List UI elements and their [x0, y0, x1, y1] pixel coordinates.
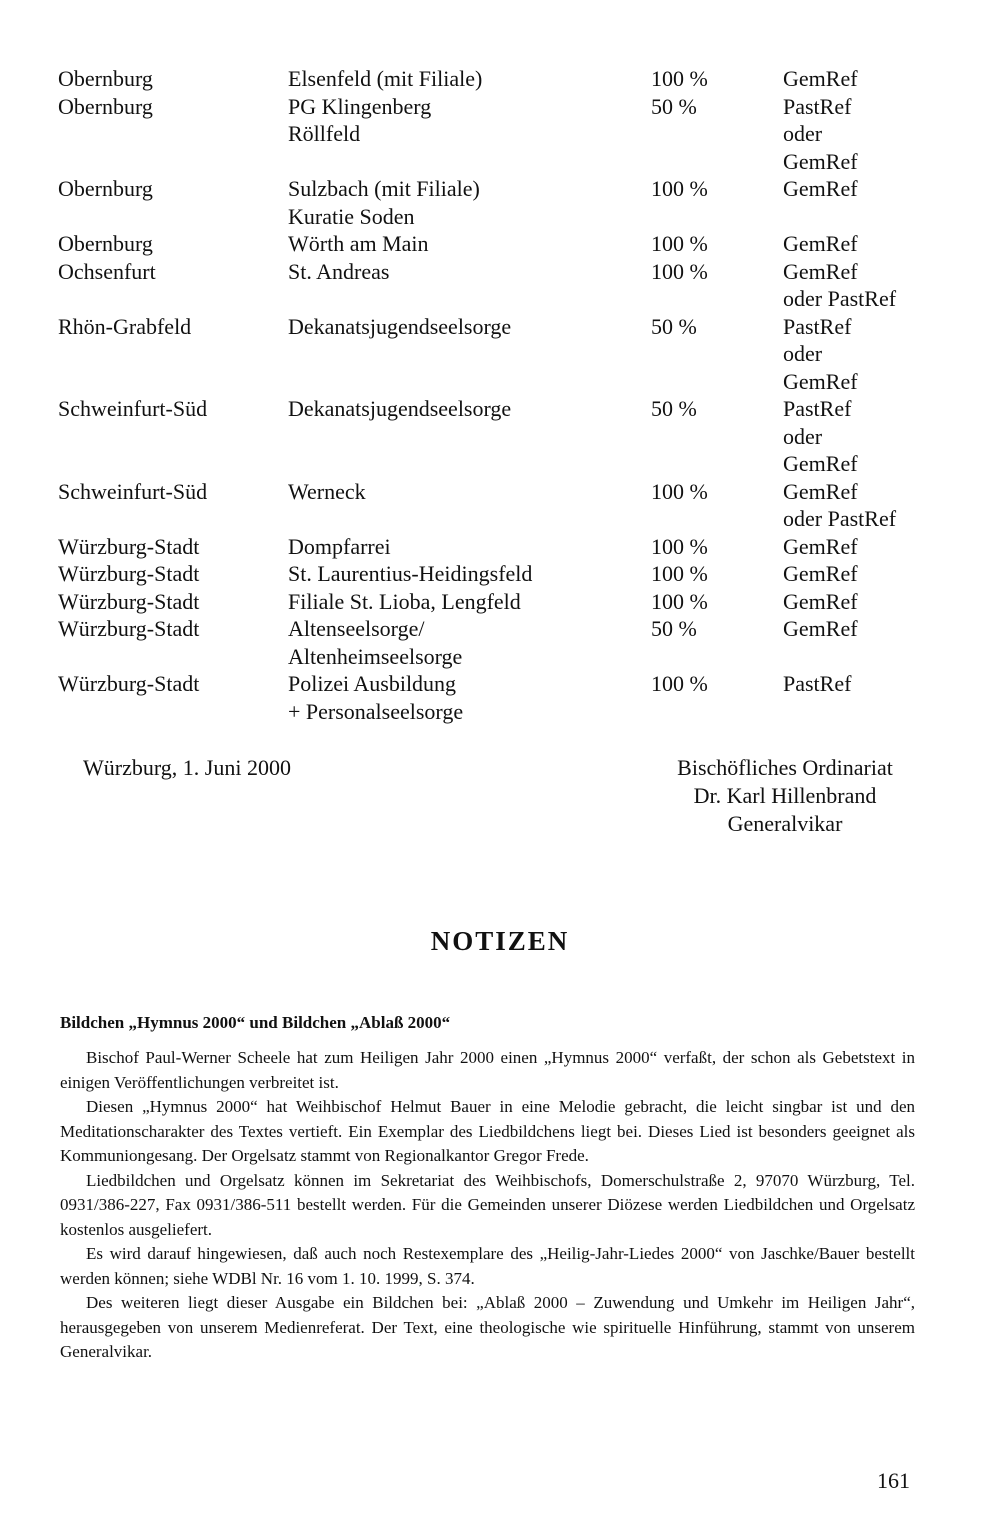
cell-art: [783, 478, 896, 533]
cell-dekanat: [58, 258, 156, 286]
cell-line: GemRef: [783, 148, 858, 174]
cell-line: GemRef: [783, 66, 858, 91]
cell-line: St. Laurentius-Heidingsfeld: [288, 561, 533, 586]
cell-stelle: [288, 395, 511, 423]
article-body: [60, 1046, 915, 1365]
cell-line: 100 %: [651, 176, 708, 201]
cell-stelle: [288, 615, 462, 670]
cell-line: oder: [783, 341, 823, 366]
section-heading: NOTIZEN: [430, 926, 570, 956]
cell-line: Polizei Ausbildung: [288, 671, 457, 696]
signature-block: [635, 754, 935, 838]
cell-line: 100 %: [651, 258, 708, 284]
cell-umfang: [651, 93, 697, 121]
cell-dekanat: [58, 395, 207, 423]
cell-line: oder PastRef: [783, 506, 897, 531]
place-date: Würzburg, 1. Juni 2000: [83, 755, 291, 780]
cell-line: Ochsenfurt: [58, 258, 156, 284]
paragraph: Bischof Paul-Werner Scheele hat zum Heiligen Jahr 2000 einen „Hymnus 2000“ verfaßt, der schon als Gebetstext in einigen Veröffentlichungen verbreitet ist.: [60, 1048, 915, 1092]
cell-line: Schweinfurt-Süd: [58, 396, 208, 421]
cell-line: GemRef: [783, 451, 858, 476]
cell-art: [783, 615, 858, 643]
cell-dekanat: [58, 313, 191, 341]
cell-line: Würzburg-Stadt: [58, 616, 200, 641]
paragraph: Liedbildchen und Orgelsatz können im Sekretariat des Weihbischofs, Domerschulstraße 2, 97070 Würzburg, Tel. 0931/386-227, Fax 0931/386-511 bestellt werden. Für die Gemeinden unserer Diözese werden Liedbildchen und Orgelsatz kostenlos ausgeliefert.: [60, 1170, 915, 1239]
cell-line: Filiale St. Lioba, Lengfeld: [288, 588, 521, 614]
cell-art: [783, 560, 858, 588]
cell-umfang: [651, 258, 708, 286]
cell-dekanat: [58, 588, 199, 616]
cell-line: GemRef: [783, 616, 858, 641]
cell-line: 50 %: [651, 93, 697, 119]
paragraph: Diesen „Hymnus 2000“ hat Weihbischof Helmut Bauer in eine Melodie gebracht, die leicht singbar ist und den Meditationscharakter des Textes vertieft. Ein Exemplar des Liedbildchens liegt bei. Dieses Lied ist besonders geeignet als Kommuniongesang. Der Orgelsatz stammt von Regionalkantor Gregor Frede.: [60, 1097, 915, 1165]
cell-line: Würzburg-Stadt: [58, 561, 200, 586]
cell-dekanat: [58, 533, 199, 561]
cell-line: GemRef: [783, 176, 858, 201]
cell-stelle: [288, 533, 391, 561]
cell-line: Obernburg: [58, 66, 153, 91]
cell-line: oder: [783, 423, 823, 449]
cell-line: GemRef: [783, 368, 858, 394]
cell-art: [783, 65, 858, 93]
cell-umfang: [651, 588, 708, 616]
signature-title: Generalvikar: [727, 811, 843, 836]
cell-line: 100 %: [651, 478, 708, 504]
cell-line: GemRef: [783, 561, 858, 586]
cell-dekanat: [58, 560, 199, 588]
cell-dekanat: [58, 478, 207, 506]
cell-umfang: [651, 670, 708, 698]
cell-stelle: [288, 258, 389, 286]
cell-umfang: [651, 395, 697, 423]
cell-line: 100 %: [651, 66, 708, 91]
cell-dekanat: [58, 615, 199, 643]
cell-line: PastRef: [783, 671, 852, 696]
cell-line: Obernburg: [58, 231, 153, 256]
cell-line: Würzburg-Stadt: [58, 588, 200, 614]
cell-line: Dekanatsjugendseelsorge: [288, 313, 512, 339]
cell-stelle: [288, 560, 532, 588]
cell-dekanat: [58, 65, 153, 93]
cell-art: [783, 395, 858, 478]
cell-line: 50 %: [651, 396, 697, 421]
signature-office: Bischöfliches Ordinariat: [677, 755, 893, 780]
cell-line: Rhön-Grabfeld: [58, 313, 192, 339]
cell-line: oder: [783, 121, 823, 146]
cell-line: Sulzbach (mit Filiale): [288, 176, 480, 201]
cell-line: PastRef: [783, 396, 852, 421]
cell-art: [783, 93, 858, 176]
cell-dekanat: [58, 230, 153, 258]
cell-umfang: [651, 175, 708, 203]
cell-line: Dekanatsjugendseelsorge: [288, 396, 512, 421]
cell-line: Wörth am Main: [288, 231, 429, 256]
cell-art: [783, 313, 858, 396]
cell-stelle: [288, 588, 521, 616]
cell-umfang: [651, 313, 697, 341]
cell-stelle: [288, 175, 480, 230]
cell-line: 100 %: [651, 671, 708, 696]
cell-line: oder PastRef: [783, 286, 897, 311]
cell-umfang: [651, 533, 708, 561]
cell-line: Schweinfurt-Süd: [58, 478, 208, 504]
cell-art: [783, 230, 858, 258]
cell-line: PG Klingenberg: [288, 93, 432, 119]
cell-line: 100 %: [651, 231, 708, 256]
cell-art: [783, 175, 858, 203]
cell-line: Obernburg: [58, 176, 153, 201]
cell-line: Elsenfeld (mit Filiale): [288, 66, 483, 91]
cell-stelle: [288, 313, 511, 341]
cell-line: GemRef: [783, 231, 858, 256]
cell-line: PastRef: [783, 313, 852, 339]
cell-umfang: [651, 230, 708, 258]
page-number: 161: [877, 1468, 910, 1493]
cell-stelle: [288, 478, 366, 506]
paragraph: Des weiteren liegt dieser Ausgabe ein Bildchen bei: „Ablaß 2000 – Zuwendung und Umkehr im Heiligen Jahr“, herausgegeben von unserem Medienreferat. Der Text, eine theologische wie spirituelle Hinführung, stammt von unserem Generalvikar.: [60, 1293, 915, 1361]
cell-line: + Personalseelsorge: [288, 698, 464, 724]
cell-line: Werneck: [288, 478, 366, 504]
signature-name: Dr. Karl Hillenbrand: [693, 783, 877, 808]
cell-line: Altenseelsorge/: [288, 616, 425, 641]
cell-stelle: [288, 65, 482, 93]
cell-umfang: [651, 478, 708, 506]
cell-stelle: [288, 230, 429, 258]
cell-line: Würzburg-Stadt: [58, 671, 200, 696]
cell-art: [783, 258, 896, 313]
cell-line: 50 %: [651, 313, 697, 339]
cell-line: GemRef: [783, 478, 858, 504]
cell-line: Altenheimseelsorge: [288, 643, 463, 669]
cell-dekanat: [58, 670, 199, 698]
article-subheading: Bildchen „Hymnus 2000“ und Bildchen „Ablaß 2000“: [60, 1013, 451, 1032]
cell-umfang: [651, 615, 697, 643]
cell-line: 100 %: [651, 561, 708, 586]
cell-art: [783, 533, 858, 561]
cell-dekanat: [58, 93, 153, 121]
cell-line: Dompfarrei: [288, 533, 391, 559]
cell-stelle: [288, 670, 463, 725]
cell-line: GemRef: [783, 588, 858, 614]
cell-line: Röllfeld: [288, 121, 361, 146]
cell-line: Würzburg-Stadt: [58, 533, 200, 559]
cell-line: St. Andreas: [288, 258, 390, 284]
cell-line: GemRef: [783, 533, 858, 559]
cell-stelle: [288, 93, 431, 148]
cell-dekanat: [58, 175, 153, 203]
cell-line: 100 %: [651, 588, 708, 614]
cell-art: [783, 670, 851, 698]
cell-art: [783, 588, 858, 616]
cell-umfang: [651, 65, 708, 93]
cell-line: 50 %: [651, 616, 697, 641]
paragraph: Es wird darauf hingewiesen, daß auch noch Restexemplare des „Heilig-Jahr-Liedes 2000“ von Jaschke/Bauer bestellt werden können; siehe WDBl Nr. 16 vom 1. 10. 1999, S. 374.: [60, 1244, 915, 1288]
cell-line: Kuratie Soden: [288, 203, 415, 229]
cell-line: 100 %: [651, 533, 708, 559]
cell-line: GemRef: [783, 258, 858, 284]
cell-line: PastRef: [783, 93, 852, 119]
cell-umfang: [651, 560, 708, 588]
cell-line: Obernburg: [58, 93, 153, 119]
